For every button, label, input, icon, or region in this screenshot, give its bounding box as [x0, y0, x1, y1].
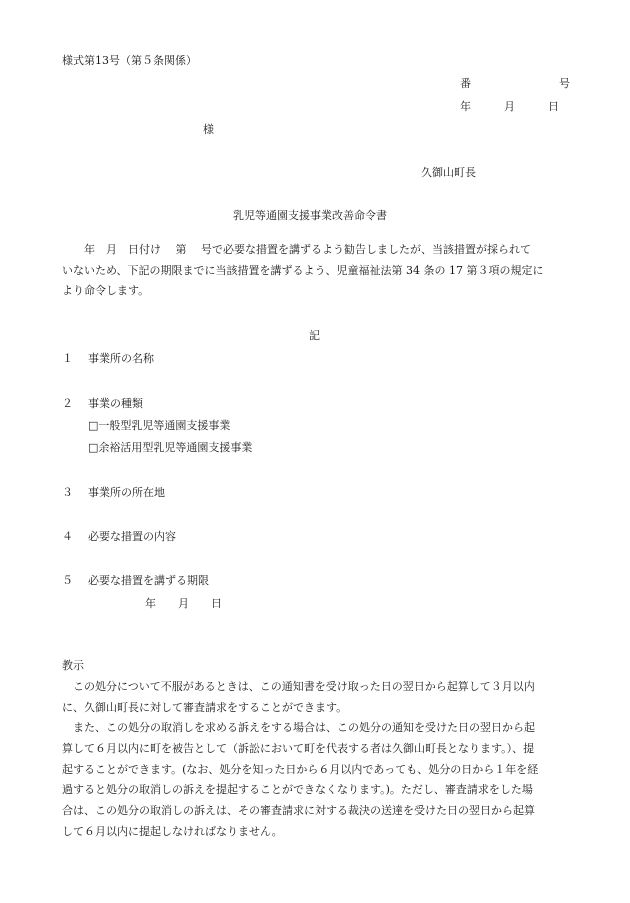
notice-line: に、久御山町長に対して審査請求をすることができます。: [62, 700, 348, 714]
document-date: 年 月 日: [460, 100, 559, 113]
notice-line: 起することができます。(なお、処分を知った日から６月以内であっても、処分の日から１年を経: [62, 762, 539, 776]
body-line: 年 月 日付け 第 号で必要な措置を講ずるよう勧告しましたが、当該措置が採られて: [62, 243, 531, 256]
notice-line: この処分について不服があるときは、この通知書を受け取った日の翌日から起算して３月以内: [62, 680, 535, 693]
body-line: より命令します。: [62, 284, 150, 297]
option-general: □一般型乳児等通園支援事業: [88, 419, 231, 432]
item-3-label: 事業所の所在地: [88, 486, 165, 499]
item-1-number: １: [62, 352, 73, 365]
deadline-date: 年 月 日: [145, 597, 222, 610]
notice-paragraph: [62, 681, 574, 847]
notice-line: また、この処分の取消しを求める訴えをする場合は、この処分の通知を受けた日の翌日から起: [62, 721, 535, 735]
notice-heading: 教示: [62, 659, 84, 672]
item-4-label: 必要な措置の内容: [88, 530, 176, 543]
notice-line: 過すると処分の取消しの訴えを提起することができなくなります。)。ただし、審査請求をした場: [62, 783, 533, 797]
body-paragraph: [62, 244, 574, 306]
item-4-number: ４: [62, 530, 73, 543]
notice-line: して６月以内に提起しなければなりません。: [62, 824, 283, 838]
body-line: いないため、下記の期限までに当該措置を講ずるよう、児童福祉法第 34 条の 17 第３項の規定に: [62, 263, 544, 277]
item-3-number: ３: [62, 486, 73, 499]
item-1-label: 事業所の名称: [88, 352, 154, 365]
addressee: 様: [203, 123, 214, 136]
item-5-number: ５: [62, 574, 73, 587]
item-2-label: 事業の種類: [88, 397, 143, 410]
form-number: 様式第13号（第５条関係）: [62, 54, 197, 67]
option-surplus: □余裕活用型乳児等通園支援事業: [88, 441, 253, 454]
issuer: 久御山町長: [421, 166, 476, 179]
document-title: 乳児等通園支援事業改善命令書: [233, 209, 387, 222]
item-5-label: 必要な措置を講ずる期限: [88, 574, 209, 587]
notice-line: 算して６月以内に町を被告として（訴訟において町を代表する者は久御山町長となります。）、提: [62, 742, 535, 756]
item-2-number: ２: [62, 397, 73, 410]
document-number: 番 号: [460, 77, 570, 90]
notice-line: 合は、この処分の取消しの訴えは、その審査請求に対する裁決の送達を受けた日の翌日から起算: [62, 804, 535, 818]
ki-heading: 記: [309, 329, 320, 342]
